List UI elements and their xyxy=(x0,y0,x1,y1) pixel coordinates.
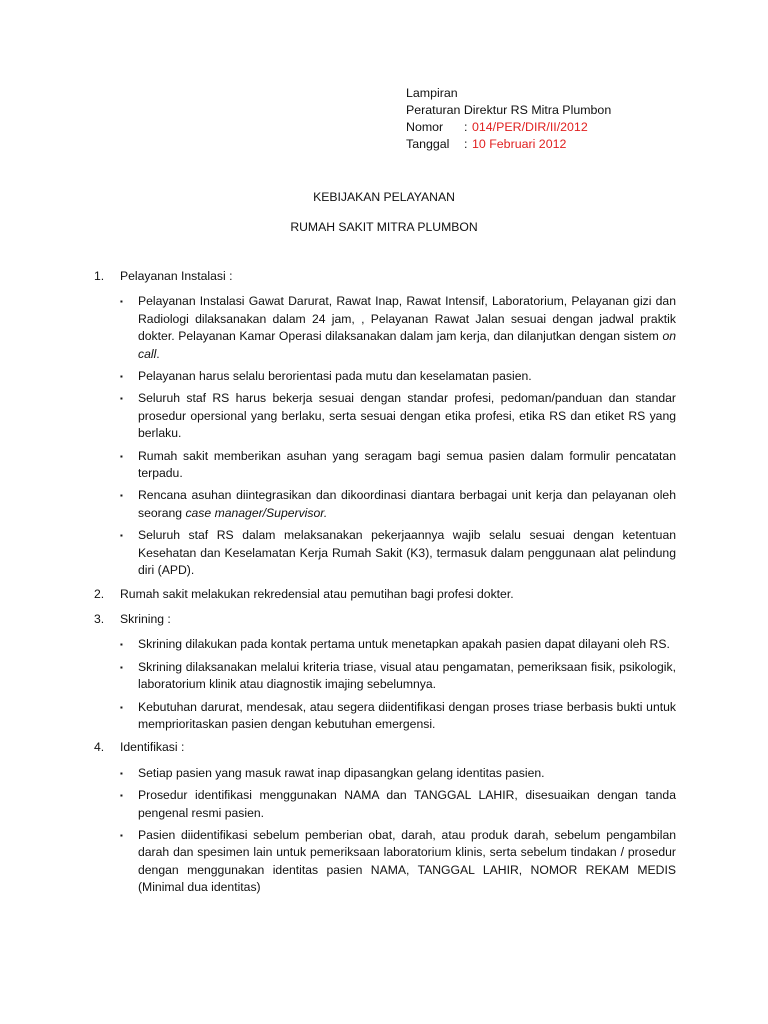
date-label: Tanggal xyxy=(406,137,450,151)
section-number: 3. xyxy=(94,611,105,626)
square-bullet-icon: ▪ xyxy=(120,791,123,801)
square-bullet-icon: ▪ xyxy=(120,372,123,382)
bullet-item xyxy=(120,368,676,385)
square-bullet-icon: ▪ xyxy=(120,640,123,650)
number-label: Nomor xyxy=(406,120,444,134)
bullet-item xyxy=(120,787,676,822)
bullet-item xyxy=(120,293,676,363)
bullet-text: Seluruh staf RS dalam melaksanakan pekerjaannya wajib selalu sesuai dengan ketentuan Kesehatan dan Keselamatan Kerja Rumah Sakit (K3), termasuk dalam penggunaan alat pelindung diri (APD). xyxy=(138,528,676,578)
section-number: 1. xyxy=(94,269,105,283)
section-title: Pelayanan Instalasi : xyxy=(120,269,233,283)
number-row xyxy=(406,119,611,136)
bullet-list xyxy=(120,765,676,897)
policy-section xyxy=(94,611,676,733)
policy-section xyxy=(94,739,676,896)
bullet-text: Pasien diidentifikasi sebelum pemberian obat, darah, atau produk darah, sebelum pengambilan darah dan spesimen lain untuk pemeriksaan laboratorium klinis, serta sebelum tindakan / prosedur dengan menggunakan identitas pasien NAMA, TANGGAL LAHIR, NOMOR REKAM MEDIS (Minimal dua identitas) xyxy=(138,827,676,895)
bullet-text: Prosedur identifikasi menggunakan NAMA dan TANGGAL LAHIR, disesuaikan dengan tanda pengenal resmi pasien. xyxy=(138,788,676,820)
square-bullet-icon: ▪ xyxy=(120,768,123,778)
number-value: 014/PER/DIR/II/2012 xyxy=(472,120,588,134)
section-number: 2. xyxy=(94,586,105,601)
square-bullet-icon: ▪ xyxy=(120,531,123,541)
bullet-italic-text: case manager/Supervisor. xyxy=(185,505,328,520)
bullet-text: Rencana asuhan diintegrasikan dan dikoordinasi diantara berbagai unit kerja dan pelayanan oleh seorang xyxy=(138,488,676,520)
bullet-italic-text: on call xyxy=(138,329,676,361)
policy-section xyxy=(94,268,676,580)
bullet-item xyxy=(120,765,676,782)
square-bullet-icon: ▪ xyxy=(120,830,123,840)
policy-section xyxy=(94,586,676,603)
section-title: Rumah sakit melakukan rekredensial atau pemutihan bagi profesi dokter. xyxy=(120,586,514,601)
bullet-item xyxy=(120,487,676,522)
square-bullet-icon: ▪ xyxy=(120,451,123,461)
date-colon: : xyxy=(464,137,468,151)
bullet-item xyxy=(120,390,676,442)
date-value: 10 Februari 2012 xyxy=(472,137,567,151)
date-row xyxy=(406,136,611,153)
appendix-label: Lampiran xyxy=(406,86,458,100)
bullet-item xyxy=(120,636,676,653)
bullet-text: Setiap pasien yang masuk rawat inap dipasangkan gelang identitas pasien. xyxy=(138,765,545,780)
policy-content xyxy=(94,268,676,903)
appendix-header xyxy=(406,85,611,153)
bullet-item xyxy=(120,527,676,579)
bullet-item xyxy=(120,659,676,694)
bullet-text: Pelayanan Instalasi Gawat Darurat, Rawat Inap, Rawat Intensif, Laboratorium, Pelayanan gizi dan Radiologi dilaksanakan dalam 24 jam, , Pelayanan Rawat Jalan sesuai dengan jadwal praktik dokter. Pelayanan Kamar Operasi dilaksanakan dalam jam kerja, dan dilanjutkan dengan sistem xyxy=(138,294,676,344)
bullet-item xyxy=(120,699,676,734)
section-title: Skrining : xyxy=(120,611,171,626)
square-bullet-icon: ▪ xyxy=(120,394,123,404)
bullet-list xyxy=(120,636,676,733)
bullet-list xyxy=(120,293,676,579)
bullet-text-tail: . xyxy=(156,346,160,361)
square-bullet-icon: ▪ xyxy=(120,491,123,501)
section-number: 4. xyxy=(94,740,105,755)
square-bullet-icon: ▪ xyxy=(120,662,123,672)
bullet-text: Pelayanan harus selalu berorientasi pada mutu dan keselamatan pasien. xyxy=(138,369,532,384)
bullet-text: Rumah sakit memberikan asuhan yang seragam bagi semua pasien dalam formulir pencatatan terpadu. xyxy=(138,448,676,481)
document-title-line2: RUMAH SAKIT MITRA PLUMBON xyxy=(290,220,478,234)
document-title-line1: KEBIJAKAN PELAYANAN xyxy=(313,190,455,204)
square-bullet-icon: ▪ xyxy=(120,702,123,712)
regulation-title: Peraturan Direktur RS Mitra Plumbon xyxy=(406,103,612,117)
section-title: Identifikasi : xyxy=(120,740,185,755)
number-colon: : xyxy=(464,120,468,134)
bullet-text: Skrining dilakukan pada kontak pertama untuk menetapkan apakah pasien dapat dilayani oleh RS. xyxy=(138,637,670,652)
bullet-text: Skrining dilaksanakan melalui kriteria triase, visual atau pengamatan, pemeriksaan fisik, psikologik, laboratorium klinik atau diagnostik imajing sebelumnya. xyxy=(138,659,676,692)
bullet-item xyxy=(120,827,676,897)
bullet-item xyxy=(120,448,676,483)
square-bullet-icon: ▪ xyxy=(120,297,123,307)
bullet-text: Seluruh staf RS harus bekerja sesuai dengan standar profesi, pedoman/panduan dan standar prosedur opersional yang berlaku, serta sesuai dengan etika profesi, etika RS dan etiket RS yang berlaku. xyxy=(138,391,676,441)
bullet-text: Kebutuhan darurat, mendesak, atau segera diidentifikasi dengan proses triase berbasis bukti untuk memprioritaskan pasien dengan kebutuhan emergensi. xyxy=(138,699,676,731)
